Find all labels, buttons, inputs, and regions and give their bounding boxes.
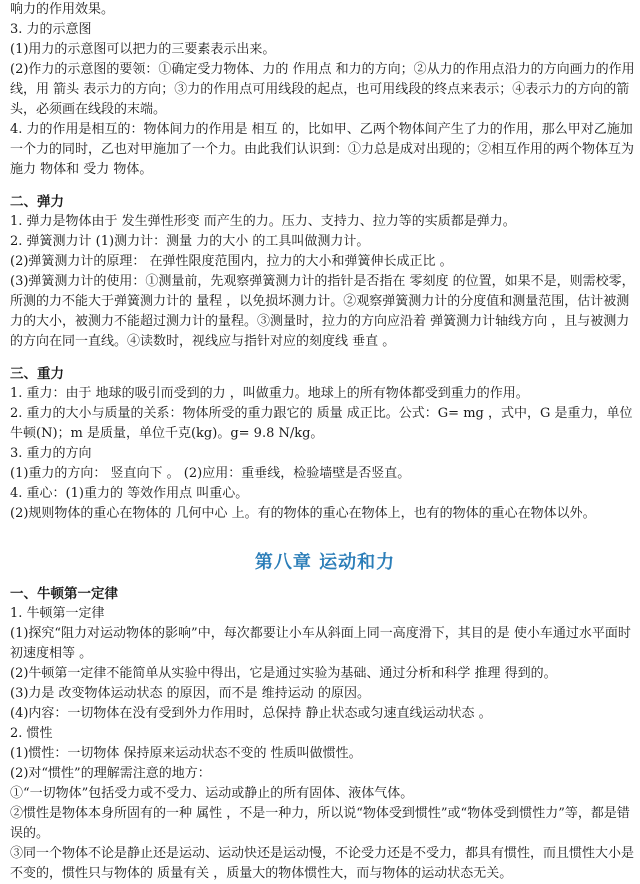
text-line: (2)对“惯性”的理解需注意的地方：: [10, 766, 211, 781]
section-heading: 二、弹力: [10, 194, 64, 210]
text-line: 4. 重心：(1)重力的 等效作用点 叫重心。: [10, 486, 249, 501]
text-line: 3. 重力的方向: [10, 446, 92, 461]
text-line: 3. 力的示意图: [10, 22, 92, 37]
text-line: (2)弹簧测力计的原理： 在弹性限度范围内，拉力的大小和弹簧伸长成正比 。: [10, 254, 453, 269]
text-line: (2)规则物体的重心在物体的 几何中心 上。有的物体的重心在物体上，也有的物体的重心在物体以外。: [10, 506, 596, 521]
text-line: 响力的作用效果。: [10, 2, 115, 17]
text-line: (1)惯性：一切物体 保持原来运动状态不变的 性质叫做惯性。: [10, 746, 362, 761]
section-elastic-force: [10, 212, 640, 352]
section-force-diagram: [10, 0, 640, 180]
text-line: (3)力是 改变物体运动状态 的原因，而不是 维持运动 的原因。: [10, 686, 370, 701]
text-line: (2)牛顿第一定律不能简单从实验中得出，它是通过实验为基础、通过分析和科学 推理 得到的。: [10, 666, 557, 681]
section-heading: 一、牛顿第一定律: [10, 586, 118, 602]
text-line: ③同一个物体不论是静止还是运动、运动快还是运动慢，不论受力还是不受力，都具有惯性，而且惯性大小是不变的，惯性只与物体的 质量有关 ，质量大的物体惯性大，而与物体的运动状态无关。: [10, 846, 635, 881]
text-line: 1. 牛顿第一定律: [10, 606, 105, 621]
text-line: (1)用力的示意图可以把力的三要素表示出来。: [10, 42, 276, 57]
text-line: 2. 重力的大小与质量的关系：物体所受的重力跟它的 质量 成正比。公式：G= mg ，式中，G 是重力，单位牛顿(N)；m 是质量，单位千克(kg)。g= 9.8 N/kg。: [10, 406, 633, 441]
chapter-title: 第八章 运动和力: [254, 552, 396, 573]
text-line: 2. 弹簧测力计 (1)测力计：测量 力的大小 的工具叫做测力计。: [10, 234, 370, 249]
section-newton-first-law: [10, 604, 640, 884]
text-line: ②惯性是物体本身所固有的一种 属性 ，不是一种力，所以说“物体受到惯性”或“物体受到惯性力”等，都是错误的。: [10, 806, 630, 841]
text-line: (3)弹簧测力计的使用：①测量前，先观察弹簧测力计的指针是否指在 零刻度 的位置，如果不是，则需校零，所测的力不能大于弹簧测力计的 量程 ，以免损坏测力计。②观察弹簧测力计的分度值和测量范围，估计被测力的大小，被测力不能超过测力计的量程。③测量时，拉力的方向应沿着 弹簧测力计轴线方向 ，且与被测力的方向在同一直线。④读数时，视线应与指针对应的刻度线 垂直 。: [10, 274, 635, 349]
text-line: ①“一切物体”包括受力或不受力、运动或静止的所有固体、液体气体。: [10, 786, 414, 801]
text-line: (1)探究“阻力对运动物体的影响”中，每次都要让小车从斜面上同一高度滑下，其目的是 使小车通过水平面时初速度相等 。: [10, 626, 631, 661]
text-line: 1. 重力：由于 地球的吸引而受到的力 ，叫做重力。地球上的所有物体都受到重力的作用。: [10, 386, 529, 401]
text-line: (2)作力的示意图的要领：①确定受力物体、力的 作用点 和力的方向；②从力的作用点沿力的方向画力的作用线，用 箭头 表示力的方向；③力的作用点可用线段的起点，也可用线段的终点来表示；④表示力的方向的箭头，必须画在线段的末端。: [10, 62, 635, 117]
text-line: 4. 力的作用是相互的：物体间力的作用是 相互 的，比如甲、乙两个物体间产生了力的作用，那么甲对乙施加一个力的同时，乙也对甲施加了一个力。由此我们认识到：①力总是成对出现的；②相互作用的两个物体互为 施力 物体和 受力 物体。: [10, 122, 635, 177]
text-line: 1. 弹力是物体由于 发生弹性形变 而产生的力。压力、支持力、拉力等的实质都是弹力。: [10, 214, 516, 229]
text-line: 2. 惯性: [10, 726, 53, 741]
section-gravity: [10, 384, 640, 524]
section-heading: 三、重力: [10, 366, 64, 382]
text-line: (1)重力的方向： 竖直向下 。 (2)应用：重垂线，检验墙壁是否竖直。: [10, 466, 411, 481]
text-line: (4)内容：一切物体在没有受到外力作用时，总保持 静止状态或匀速直线运动状态 。: [10, 706, 492, 721]
